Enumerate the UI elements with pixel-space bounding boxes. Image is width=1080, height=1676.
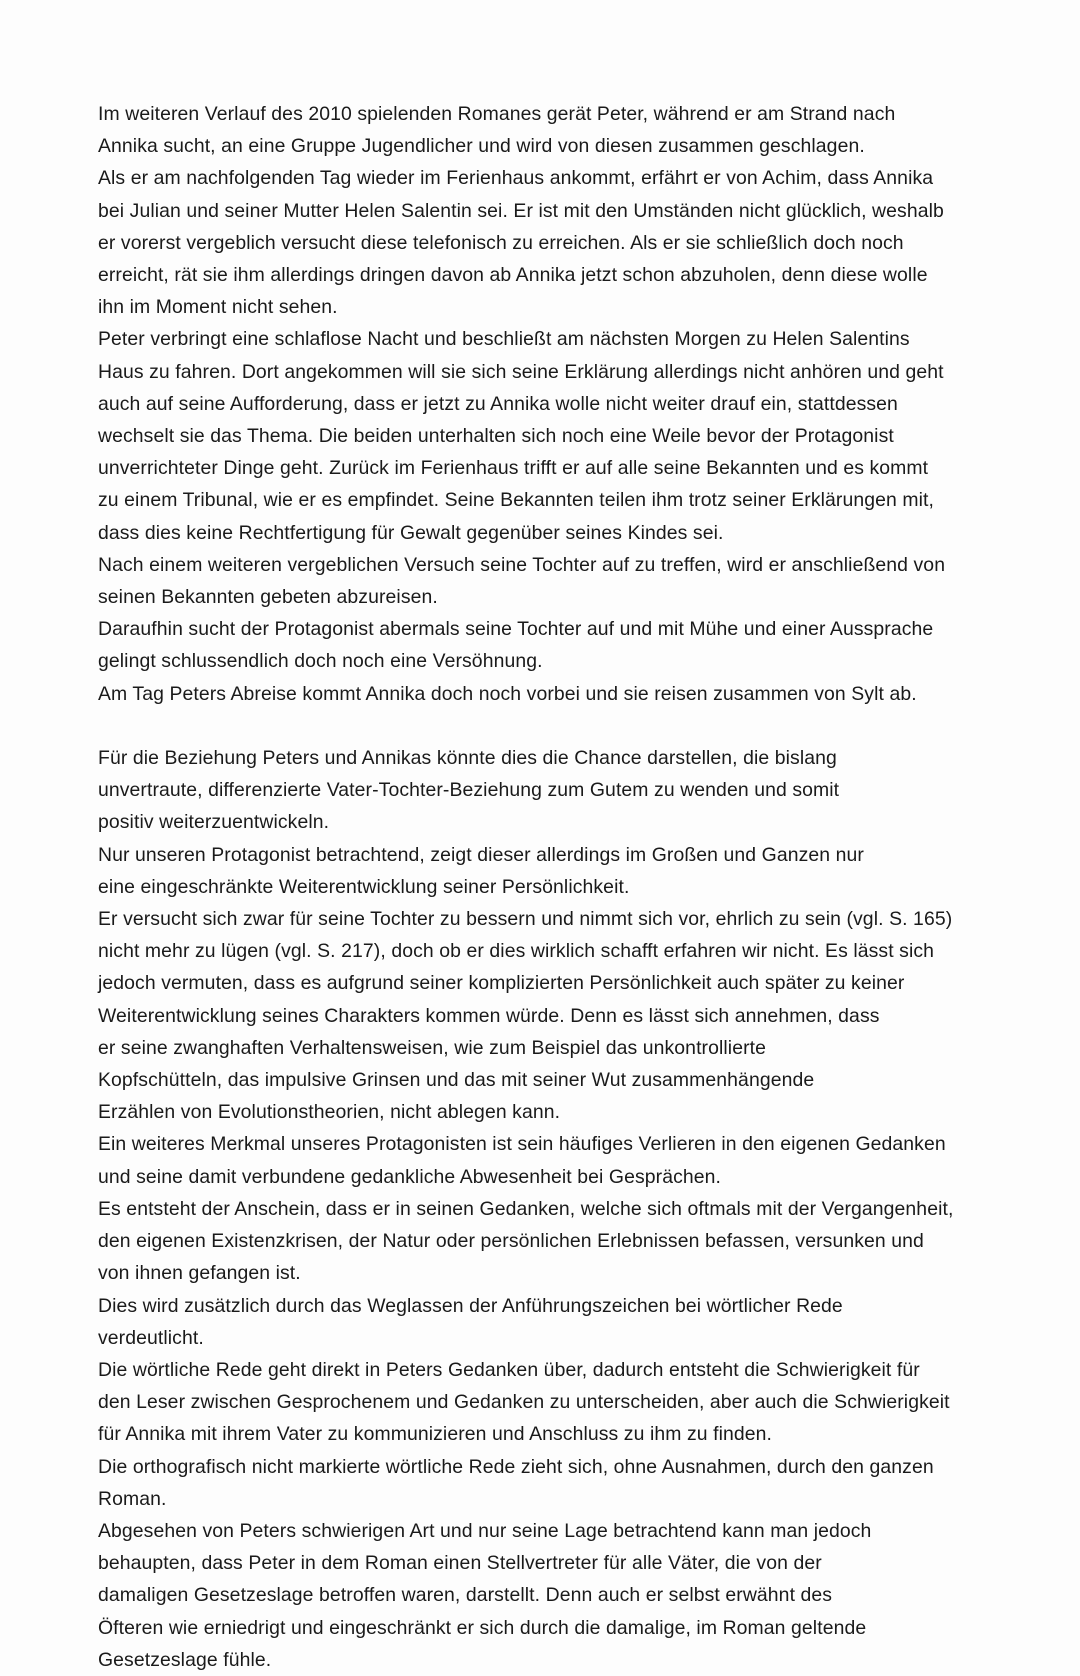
text-line: unverrichteter Dinge geht. Zurück im Ferienhaus trifft er auf alle seine Bekannten und es kommt xyxy=(98,457,929,480)
text-line: Erzählen von Evolutionstheorien, nicht ablegen kann. xyxy=(98,1101,561,1124)
text-line: Als er am nachfolgenden Tag wieder im Ferienhaus ankommt, erfährt er von Achim, dass Annika xyxy=(98,167,934,190)
text-line: Roman. xyxy=(98,1487,167,1510)
text-line: Öfteren wie erniedrigt und eingeschränkt er sich durch die damalige, im Roman geltende xyxy=(98,1616,867,1639)
text-line: er seine zwanghaften Verhaltensweisen, wie zum Beispiel das unkontrollierte xyxy=(98,1036,767,1059)
paragraph-block xyxy=(98,98,975,710)
text-line: seinen Bekannten gebeten abzureisen. xyxy=(98,586,438,609)
text-line: auch auf seine Aufforderung, dass er jetzt zu Annika wolle nicht weiter drauf ein, stattdessen xyxy=(98,392,898,415)
text-line: eine eingeschränkte Weiterentwicklung seiner Persönlichkeit. xyxy=(98,875,630,898)
text-line: Gesetzeslage fühle. xyxy=(98,1648,272,1671)
text-line: Nur unseren Protagonist betrachtend, zeigt dieser allerdings im Großen und Ganzen nur xyxy=(98,843,864,866)
text-line: und seine damit verbundene gedankliche Abwesenheit bei Gesprächen. xyxy=(98,1165,722,1188)
text-line: dass dies keine Rechtfertigung für Gewalt gegenüber seines Kindes sei. xyxy=(98,521,724,544)
text-line: Dies wird zusätzlich durch das Weglassen der Anführungszeichen bei wörtlicher Rede xyxy=(98,1294,843,1317)
text-line: unvertraute, differenzierte Vater-Tochter-Beziehung zum Gutem zu wenden und somit xyxy=(98,779,840,802)
text-line: Es entsteht der Anschein, dass er in seinen Gedanken, welche sich oftmals mit der Vergangenheit, xyxy=(98,1197,954,1220)
text-line: erreicht, rät sie ihm allerdings dringen davon ab Annika jetzt schon abzuholen, denn diese wolle xyxy=(98,264,928,287)
text-line: Daraufhin sucht der Protagonist abermals seine Tochter auf und mit Mühe und einer Aussprache xyxy=(98,618,934,641)
text-line: Die orthografisch nicht markierte wörtliche Rede zieht sich, ohne Ausnahmen, durch den ganzen xyxy=(98,1455,934,1478)
text-line: ihn im Moment nicht sehen. xyxy=(98,296,338,319)
text-line: Ein weiteres Merkmal unseres Protagonisten ist sein häufiges Verlieren in den eigenen Gedanken xyxy=(98,1133,946,1156)
text-line: Abgesehen von Peters schwierigen Art und nur seine Lage betrachtend kann man jedoch xyxy=(98,1519,872,1542)
text-line: den eigenen Existenzkrisen, der Natur oder persönlichen Erlebnissen befassen, versunken und xyxy=(98,1230,924,1253)
text-line: behaupten, dass Peter in dem Roman einen Stellvertreter für alle Väter, die von der xyxy=(98,1552,822,1575)
text-line: Die wörtliche Rede geht direkt in Peters Gedanken über, dadurch entsteht die Schwierigkeit für xyxy=(98,1358,920,1381)
text-line: Er versucht sich zwar für seine Tochter zu bessern und nimmt sich vor, ehrlich zu sein (vgl. S. 165) xyxy=(98,908,953,931)
text-line: Im weiteren Verlauf des 2010 spielenden Romanes gerät Peter, während er am Strand nach xyxy=(98,103,896,125)
text-line: Für die Beziehung Peters und Annikas könnte dies die Chance darstellen, die bislang xyxy=(98,747,837,770)
text-line: Weiterentwicklung seines Charakters kommen würde. Denn es lässt sich annehmen, dass xyxy=(98,1004,880,1027)
text-line: nicht mehr zu lügen (vgl. S. 217), doch ob er dies wirklich schafft erfahren wir nicht. Es lässt sich xyxy=(98,940,935,963)
paragraph-block xyxy=(98,742,975,1676)
text-line: zu einem Tribunal, wie er es empfindet. Seine Bekannten teilen ihm trotz seiner Erklärungen mit, xyxy=(98,489,934,512)
text-line: damaligen Gesetzeslage betroffen waren, darstellt. Denn auch er selbst erwähnt des xyxy=(98,1584,833,1607)
text-line: den Leser zwischen Gesprochenem und Gedanken zu unterscheiden, aber auch die Schwierigkeit xyxy=(98,1391,950,1414)
text-line: jedoch vermuten, dass es aufgrund seiner komplizierten Persönlichkeit auch später zu keiner xyxy=(98,972,905,995)
text-line: Am Tag Peters Abreise kommt Annika doch noch vorbei und sie reisen zusammen von Sylt ab. xyxy=(98,682,917,705)
text-line: bei Julian und seiner Mutter Helen Salentin sei. Er ist mit den Umständen nicht glücklich, weshalb xyxy=(98,199,944,222)
text-line: Annika sucht, an eine Gruppe Jugendlicher und wird von diesen zusammen geschlagen. xyxy=(98,135,865,158)
text-line: Kopfschütteln, das impulsive Grinsen und das mit seiner Wut zusammenhängende xyxy=(98,1069,815,1092)
text-line: Nach einem weiteren vergeblichen Versuch seine Tochter auf zu treffen, wird er anschließend von xyxy=(98,553,946,576)
text-line: verdeutlicht. xyxy=(98,1326,204,1349)
text-line: wechselt sie das Thema. Die beiden unterhalten sich noch eine Weile bevor der Protagonist xyxy=(98,425,894,448)
text-line: gelingt schlussendlich doch noch eine Versöhnung. xyxy=(98,650,543,673)
text-line: Haus zu fahren. Dort angekommen will sie sich seine Erklärung allerdings nicht anhören und geht xyxy=(98,360,944,383)
text-line: positiv weiterzuentwickeln. xyxy=(98,811,330,834)
text-line: er vorerst vergeblich versucht diese telefonisch zu erreichen. Als er sie schließlich doch noch xyxy=(98,231,904,254)
text-line: Peter verbringt eine schlaflose Nacht und beschließt am nächsten Morgen zu Helen Salentins xyxy=(98,328,910,351)
text-line: von ihnen gefangen ist. xyxy=(98,1262,301,1285)
document-body xyxy=(98,98,975,1676)
text-line: für Annika mit ihrem Vater zu kommunizieren und Anschluss zu ihm zu finden. xyxy=(98,1423,773,1446)
